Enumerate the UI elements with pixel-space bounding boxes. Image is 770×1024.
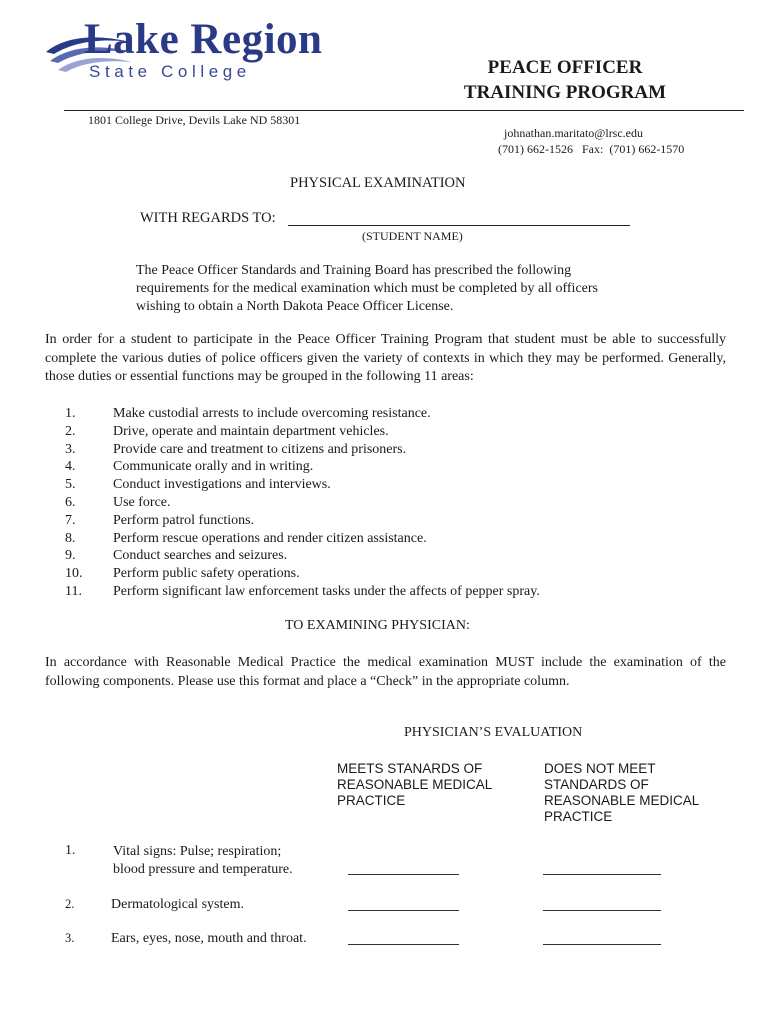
list-item-text: Perform public safety operations. bbox=[113, 566, 300, 582]
list-item-number: 4. bbox=[65, 459, 76, 475]
evaluation-row-text: Ears, eyes, nose, mouth and throat. bbox=[111, 931, 307, 946]
intro-paragraph: The Peace Officer Standards and Training Board has prescribed the following requirements for the medical examination which must be completed by all officers wishing to obtain a North Dakota Peace Officer License. bbox=[136, 263, 598, 314]
header-divider bbox=[64, 110, 744, 111]
list-item-text: Make custodial arrests to include overcoming resistance. bbox=[113, 406, 431, 421]
evaluation-title: PHYSICIAN’S EVALUATION bbox=[404, 725, 583, 740]
list-item bbox=[45, 441, 645, 459]
college-logo-subtitle: State College bbox=[89, 62, 251, 81]
list-item-number: 7. bbox=[65, 512, 76, 528]
list-item-text: Perform significant law enforcement tasks under the affects of pepper spray. bbox=[113, 583, 540, 599]
list-item-text: Communicate orally and in writing. bbox=[113, 459, 314, 475]
list-item-text: Conduct searches and seizures. bbox=[113, 548, 288, 564]
does-not-meet-check-blank[interactable] bbox=[543, 944, 661, 945]
contact-phone-fax: (701) 662-1526 Fax: (701) 662-1570 bbox=[498, 142, 685, 156]
list-item-number: 9. bbox=[65, 548, 76, 564]
meets-check-blank[interactable] bbox=[348, 944, 459, 945]
meets-check-blank[interactable] bbox=[348, 910, 459, 911]
list-item-number: 5. bbox=[65, 477, 76, 493]
duties-paragraph: In order for a student to participate in the Peace Officer Training Program that student must be able to successfully complete the various duties of police officers given the variety of contexts in which they may be performed. Generally, those duties or essential functions may be grouped in the following 11 areas: bbox=[45, 332, 726, 384]
contact-email: johnathan.maritato@lrsc.edu bbox=[504, 126, 644, 140]
list-item-number: 10. bbox=[65, 566, 83, 582]
evaluation-row-number: 3. bbox=[65, 931, 75, 945]
column-header-meets: MEETS STANARDS OF REASONABLE MEDICAL PRACTICE bbox=[337, 761, 493, 808]
list-item-text: Perform patrol functions. bbox=[113, 512, 255, 528]
college-address: 1801 College Drive, Devils Lake ND 58301 bbox=[88, 113, 301, 127]
meets-check-blank[interactable] bbox=[348, 874, 459, 875]
evaluation-row bbox=[45, 930, 725, 970]
list-item-number: 6. bbox=[65, 494, 76, 510]
physician-instructions: In accordance with Reasonable Medical Practice the medical examination MUST include the examination of the following components. Please use this format and place a “Check” in the appropriate column. bbox=[45, 655, 726, 689]
does-not-meet-check-blank[interactable] bbox=[543, 874, 661, 875]
list-item bbox=[45, 476, 645, 494]
column-header-does-not-meet: DOES NOT MEET STANDARDS OF REASONABLE MEDICAL PRACTICE bbox=[544, 761, 700, 824]
does-not-meet-check-blank[interactable] bbox=[543, 910, 661, 911]
duties-list bbox=[45, 405, 645, 601]
list-item bbox=[45, 530, 645, 548]
list-item bbox=[45, 405, 645, 423]
list-item bbox=[45, 423, 645, 441]
list-item-text: Drive, operate and maintain department vehicles. bbox=[113, 423, 389, 439]
list-item-number: 2. bbox=[65, 423, 76, 439]
physician-heading: TO EXAMINING PHYSICIAN: bbox=[285, 618, 470, 633]
list-item-text: Use force. bbox=[113, 494, 171, 510]
evaluation-row-text: Vital signs: Pulse; respiration; blood pressure and temperature. bbox=[113, 844, 293, 877]
evaluation-row-text: Dermatological system. bbox=[111, 897, 244, 912]
list-item bbox=[45, 458, 645, 476]
list-item-number: 1. bbox=[65, 406, 76, 421]
evaluation-row bbox=[45, 843, 725, 883]
list-item bbox=[45, 512, 645, 530]
list-item-text: Provide care and treatment to citizens and prisoners. bbox=[113, 441, 407, 457]
list-item-text: Perform rescue operations and render citizen assistance. bbox=[113, 530, 427, 546]
evaluation-row-number: 1. bbox=[65, 843, 76, 858]
list-item-number: 11. bbox=[65, 583, 82, 599]
student-name-caption: (STUDENT NAME) bbox=[362, 229, 463, 243]
student-name-field[interactable] bbox=[288, 225, 630, 226]
list-item bbox=[45, 565, 645, 583]
list-item-number: 3. bbox=[65, 441, 76, 457]
list-item bbox=[45, 583, 645, 601]
list-item-text: Conduct investigations and interviews. bbox=[113, 477, 331, 493]
form-title: PHYSICAL EXAMINATION bbox=[290, 175, 466, 191]
list-item bbox=[45, 494, 645, 512]
evaluation-row-number: 2. bbox=[65, 897, 75, 911]
list-item-number: 8. bbox=[65, 530, 76, 546]
college-logo-name: Lake Region bbox=[84, 16, 323, 63]
program-title: PEACE OFFICER TRAINING PROGRAM bbox=[463, 57, 667, 103]
regards-label: WITH REGARDS TO: bbox=[140, 210, 276, 226]
list-item bbox=[45, 547, 645, 565]
